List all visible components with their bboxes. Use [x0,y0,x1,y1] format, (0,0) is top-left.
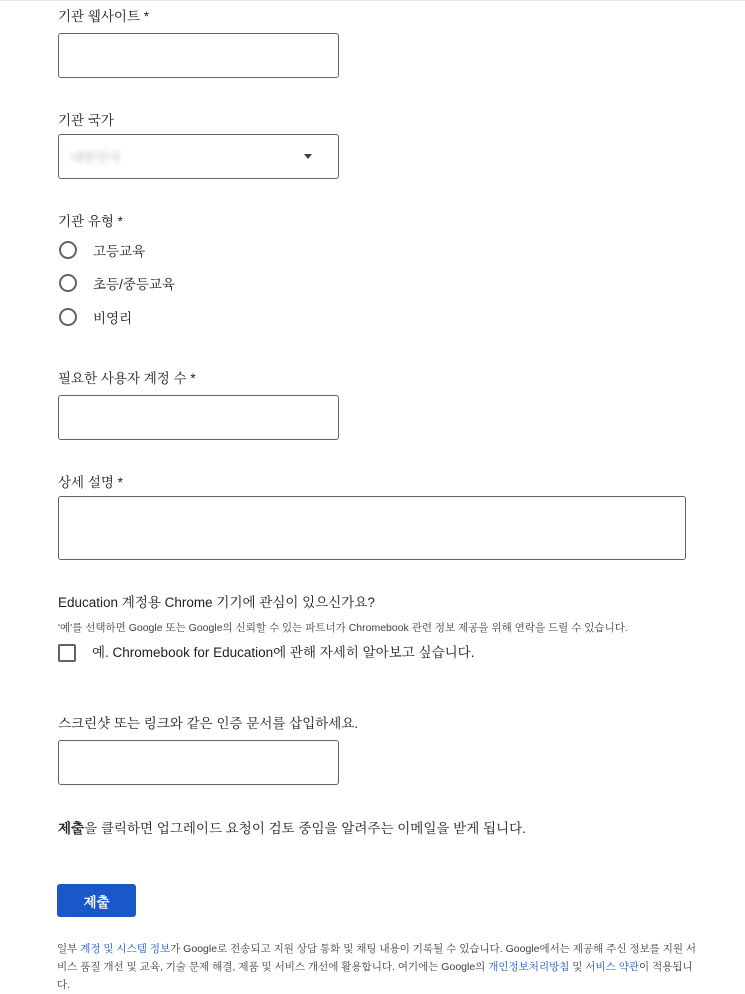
top-divider [0,0,745,1]
country-label: 기관 국가 [58,113,114,128]
dropdown-arrow-icon [304,154,312,159]
submit-note-bold: 제출 [58,821,85,836]
footer-text: 및 [569,961,586,973]
radio-button[interactable] [59,274,77,292]
proof-label: 스크린샷 또는 링크와 같은 인증 문서를 삽입하세요. [58,716,359,731]
chrome-question: Education 계정용 Chrome 기기에 관심이 있으신가요? [58,595,375,610]
chrome-checkbox-label: 예. Chromebook for Education에 관해 자세히 알아보고 싶습니다. [92,645,475,660]
country-select[interactable] [58,134,339,179]
footer-text: 일부 [57,943,81,955]
chrome-hint: '예'를 선택하면 Google 또는 Google의 신뢰할 수 있는 파트너가 Chromebook 관련 정보 제공을 위해 연락을 드릴 수 있습니다. [58,622,628,634]
description-label: 상세 설명 * [58,475,123,490]
footer-disclaimer [57,940,697,994]
submit-button[interactable]: 제출 [57,884,136,917]
radio-label: 고등교육 [93,244,146,259]
accounts-label: 필요한 사용자 계정 수 * [58,371,196,386]
chrome-checkbox[interactable] [58,644,76,662]
description-textarea[interactable] [58,496,686,560]
system-info-link[interactable]: 계정 및 시스템 정보 [80,943,171,955]
website-input[interactable] [58,33,339,78]
privacy-policy-link[interactable]: 개인정보처리방침 [488,961,570,973]
radio-button[interactable] [59,241,77,259]
website-label: 기관 웹사이트 * [58,9,150,24]
radio-k12-education[interactable] [0,273,175,293]
radio-nonprofit[interactable] [0,307,132,327]
accounts-input[interactable] [58,395,339,440]
terms-of-service-link[interactable]: 서비스 약관 [585,961,640,973]
footer-text: 이 적용됩니다. [57,961,693,991]
submit-note [58,820,526,838]
type-label: 기관 유형 * [58,214,123,229]
country-value: 대한민국 [71,150,122,165]
proof-input[interactable] [58,740,339,785]
submit-note-text: 을 클릭하면 업그레이드 요청이 검토 중임을 알려주는 이메일을 받게 됩니다. [84,821,526,836]
chrome-checkbox-row[interactable] [58,644,474,662]
radio-button[interactable] [59,308,77,326]
radio-higher-education[interactable] [0,240,145,260]
footer-text: 가 Google로 전송되고 지원 상담 통화 및 채팅 내용이 기록될 수 있습니다. Google에서는 제공해 주신 정보를 지원 서비스 품질 개선 및 교육, 기술 문제 해결, 제품 및 서비스 개선에 활용합니다. 여기에는 Google의 [57,943,697,973]
radio-label: 초등/중등교육 [93,277,175,292]
radio-label: 비영리 [93,311,133,326]
